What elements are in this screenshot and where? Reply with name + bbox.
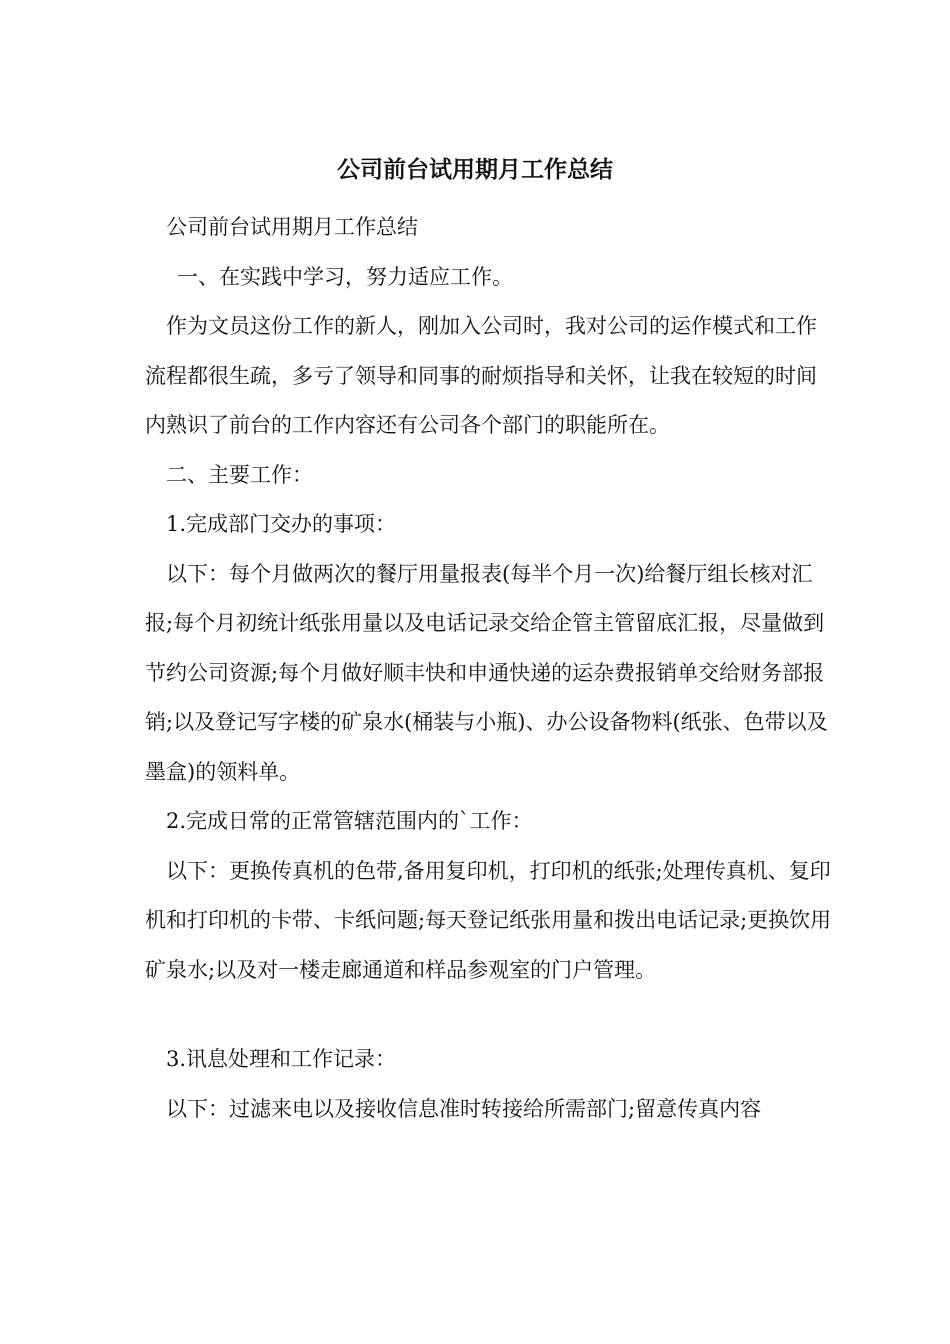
- paragraph-subtitle: 公司前台试用期月工作总结: [166, 215, 418, 239]
- document-title: 公司前台试用期月工作总结: [337, 156, 613, 183]
- paragraph-section-1-heading: 一、在实践中学习，努力适应工作。: [177, 264, 513, 289]
- paragraph-spacer: [145, 995, 835, 1035]
- paragraph-item-2-body: 以下：更换传真机的色带,备用复印机，打印机的纸张;处理传真机、复印机和打印机的卡带、卡纸问题;每天登记纸张用量和拨出电话记录;更换饮用矿泉水;以及对一楼走廊通道和样品参观室的门户管理。: [145, 858, 832, 982]
- paragraph-item-1-body: 以下：每个月做两次的餐厅用量报表(每半个月一次)给餐厅组长核对汇报;每个月初统计纸张用量以及电话记录交给企管主管留底汇报，尽量做到节约公司资源;每个月做好顺丰快和申通快递的运杂费报销单交给财务部报销;以及登记写字楼的矿泉水(桶装与小瓶)、办公设备物料(纸张、色带以及墨盒)的领料单。: [145, 561, 828, 784]
- paragraph-item-2-heading: 2.完成日常的正常管辖范围内的`工作：: [166, 809, 533, 833]
- paragraph-section-2-heading: 二、主要工作：: [166, 462, 313, 487]
- document-body: [145, 203, 835, 1134]
- paragraph-section-1-body: 作为文员这份工作的新人，刚加入公司时，我对公司的运作模式和工作流程都很生疏，多亏了领导和同事的耐烦指导和关怀，让我在较短的时间内熟识了前台的工作内容还有公司各个部门的职能所在。: [145, 314, 817, 437]
- paragraph-item-3-body: 以下：过滤来电以及接收信息准时转接给所需部门;留意传真内容: [166, 1096, 762, 1121]
- paragraph-item-1-heading: 1.完成部门交办的事项：: [166, 512, 397, 536]
- paragraph-item-3-heading: 3.讯息处理和工作记录：: [166, 1047, 397, 1071]
